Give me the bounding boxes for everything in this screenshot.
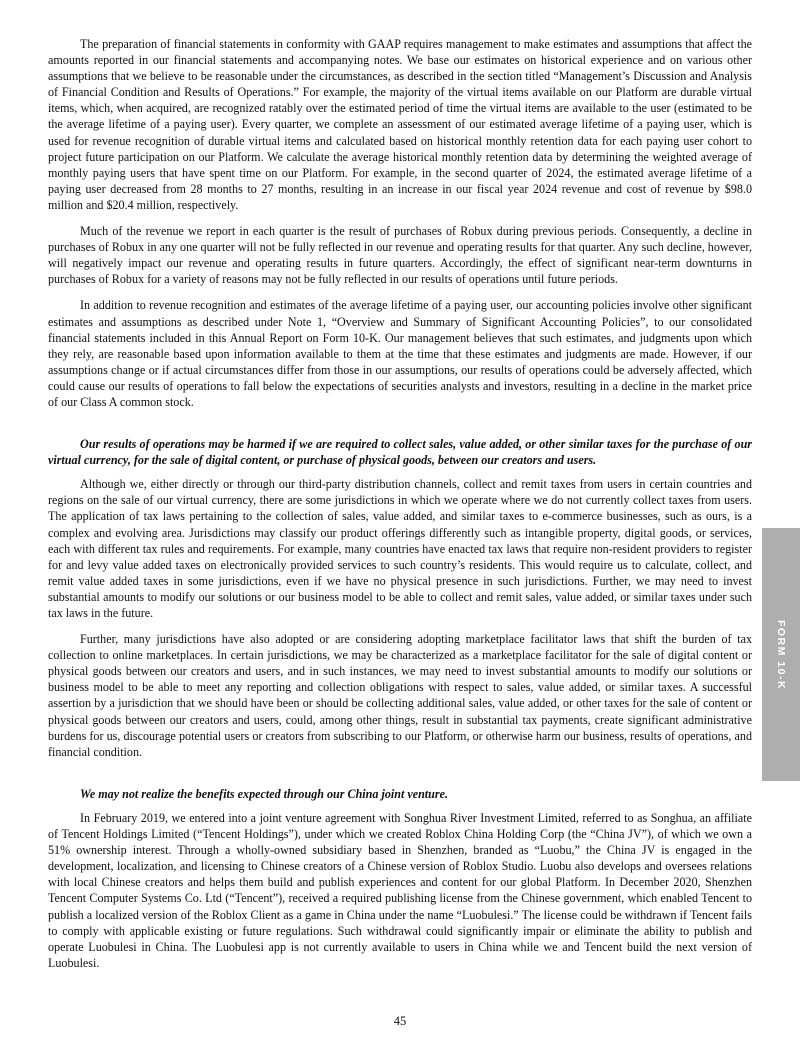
document-body bbox=[48, 36, 752, 981]
heading-taxes-risk: Our results of operations may be harmed if we are required to collect sales, value added, or other similar taxes for the purchase of our virtual currency, for the sale of digital content, or purchase of physical goods, between our creators and users. bbox=[48, 437, 752, 468]
paragraph-robux-purchases: Much of the revenue we report in each quarter is the result of purchases of Robux during previous periods. Consequently, a decline in purchases of Robux in any one quarter will not be fully reflected in our revenue and operating results for that quarter. Any such decline, however, will negatively impact our revenue and operating results in future quarters. Accordingly, the effect of significant near-term downturns in purchases of Robux for a variety of reasons may not be fully reflected in our results of operations until future periods. bbox=[48, 224, 752, 287]
paragraph-estimates: The preparation of financial statements in conformity with GAAP requires management to make estimates and assumptions that affect the amounts reported in our financial statements and accompanying notes. We base our estimates on historical experience and on various other assumptions that we believe to be reasonable under the circumstances, as described in the section titled “Management’s Discussion and Analysis of Financial Condition and Results of Operations.” For example, the majority of the virtual items available on our Platform are durable virtual items, which, when acquired, are recognized ratably over the estimated period of time the virtual items are available to the user (estimated to be the average lifetime of a paying user). Every quarter, we complete an assessment of our estimated average lifetime of a paying user, which is used for revenue recognition of durable virtual items and calculated based on historical monthly retention data for each paying user cohort to project future participation on our Platform. We calculate the average historical monthly retention data by determining the weighted average of monthly paying users that have spent time on our Platform. For example, in the second quarter of 2024, the estimated average lifetime of a paying user decreased from 28 months to 27 months, resulting in an increase in our fiscal year 2024 revenue and cost of revenue by $98.0 million and $20.4 million, respectively. bbox=[48, 37, 752, 212]
paragraph-china-jv: In February 2019, we entered into a joint venture agreement with Songhua River Investment Limited, referred to as Songhua, an affiliate of Tencent Holdings Limited (“Tencent Holdings”), under which we created Roblox China Holding Corp (the “China JV”), of which we own a 51% ownership interest. Through a wholly-owned subsidiary based in Shenzhen, branded as “Luobu,” the China JV is engaged in the development, localization, and licensing to Chinese creators of a Chinese version of Roblox Studio. Luobu also develops and oversees relations with local Chinese creators and helps them build and publish experiences and content for our global Platform. In December 2020, Shenzhen Tencent Computer Systems Co. Ltd (“Tencent”), received a required publishing license from the Chinese government, which enabled Tencent to publish a localized version of the Roblox Client as a game in China under the name “Luobulesi.” The license could be withdrawn if Tencent fails to comply with applicable existing or future regulations. Such withdrawal could significantly impair or eliminate the ability to publish and operate Luobulesi in China. The Luobulesi app is not currently available to users in China while we and Tencent build the next version of Luobulesi. bbox=[48, 810, 752, 970]
paragraph-tax-collection: Although we, either directly or through our third-party distribution channels, collect and remit taxes from users in certain countries and regions on the sale of our virtual currency, there are some jurisdictions in which we operate where we do not currently collect taxes from users. The application of tax laws pertaining to the collection of sales, value added, and similar taxes to e-commerce businesses, such as ours, is a complex and evolving area. Jurisdictions may classify our product offerings differently such as intangible property, digital goods, or services, each with different tax rules and requirements. For example, many countries have enacted tax laws that require non-resident providers to register for and levy value added taxes on electronically provided services to such country’s residents. This would require us to calculate, collect, and remit value added taxes in some jurisdictions, even if we have no physical presence in such jurisdictions. Further, we may need to invest substantial amounts to modify our solutions or our business model to be able to collect and remit sales, value added, or similar taxes under such tax laws in the future. bbox=[48, 477, 752, 620]
paragraph-marketplace-facilitator: Further, many jurisdictions have also adopted or are considering adopting marketplace facilitator laws that shift the burden of tax collection to online marketplaces. In certain jurisdictions, we may be characterized as a marketplace facilitator for the sale of digital content or physical goods between our creators and users, and in such instances, we may need to invest substantial amounts to modify our solutions or business model to be able to meet any reporting and collection obligations with respect to sales, value added, or similar taxes. A successful assertion by a jurisdiction that we should have been or should be collecting additional sales, value added, or other taxes for the sale of content or physical goods between our creators and users, could, among other things, result in substantial tax payments, create significant administrative burdens for us, discourage potential users or creators from subscribing to our Platform, or otherwise harm our business, results of operations, and financial condition. bbox=[48, 632, 752, 759]
side-tab-label: FORM 10-K bbox=[775, 619, 787, 690]
paragraph-accounting-policies: In addition to revenue recognition and estimates of the average lifetime of a paying user, our accounting policies involve other significant estimates and assumptions as described under Note 1, “Overview and Summary of Significant Accounting Policies”, to our consolidated financial statements included in this Annual Report on Form 10-K. Our management believes that such estimates, and judgments upon which they rely, are reasonable based upon information available to them at the time that these estimates and judgments are made. However, if our assumptions change or if actual circumstances differ from those in our assumptions, our results of operations could be adversely affected, which could cause our results of operations to fall below the expectations of securities analysts and investors, resulting in a decline in the market price of our Class A common stock. bbox=[48, 298, 752, 409]
heading-china-jv-risk: We may not realize the benefits expected through our China joint venture. bbox=[80, 786, 448, 801]
form-10k-side-tab bbox=[762, 528, 800, 781]
page-number: 45 bbox=[393, 1014, 407, 1028]
